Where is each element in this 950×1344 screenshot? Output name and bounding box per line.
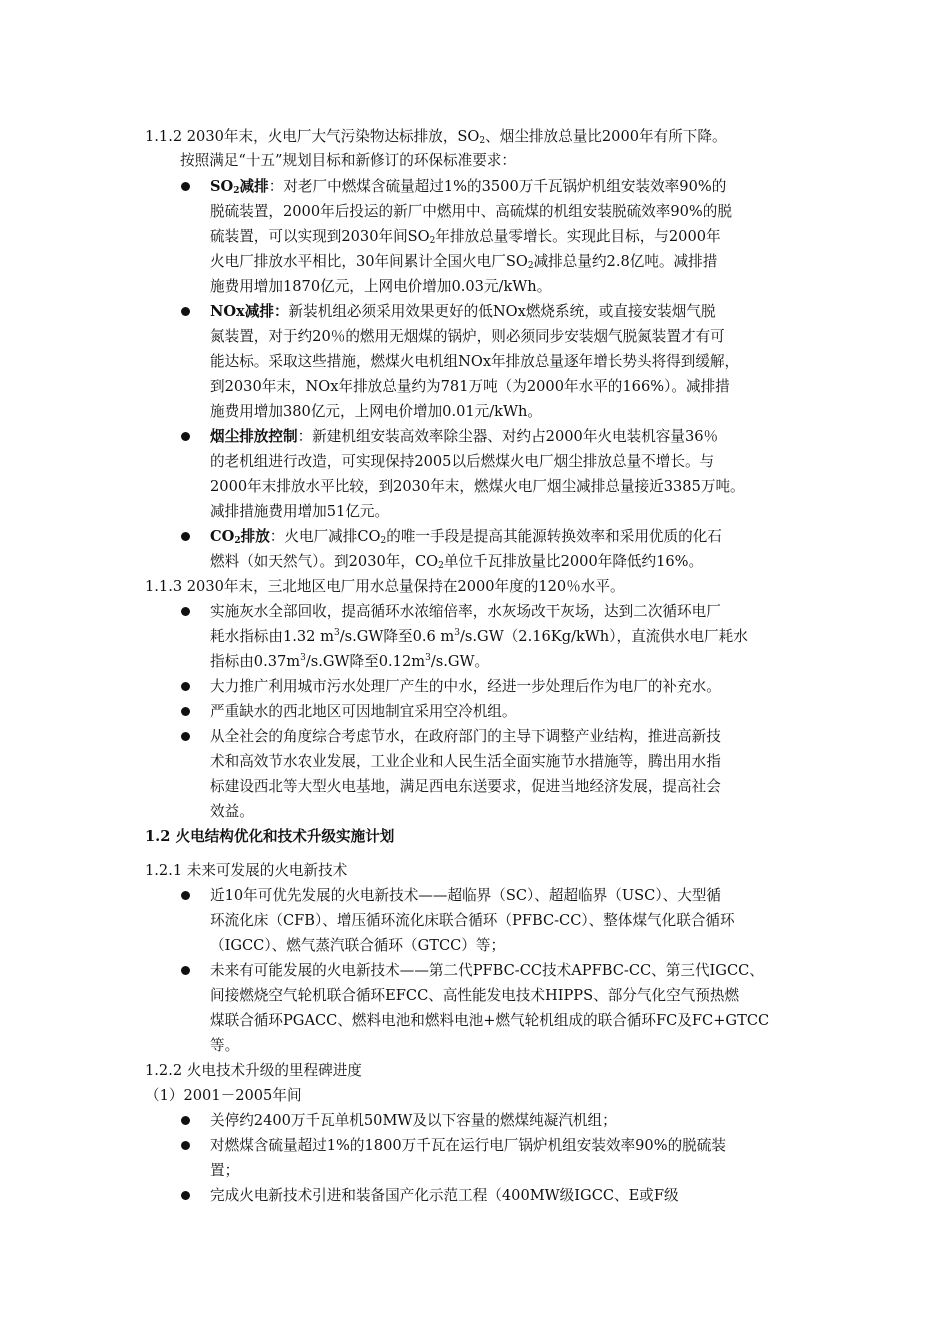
milestone-paragraph-line: 完成火电新技术引进和装备国产化示范工程（400MW级IGCC、E或F级 (210, 1187, 679, 1204)
section-1-2-heading: 1.2 火电结构优化和技术升级实施计划 (145, 828, 395, 845)
bullet-icon (181, 707, 190, 716)
bullet-icon (181, 1141, 190, 1150)
nox-paragraph-line: 能达标。采取这些措施，燃煤火电机组NOx年排放总量逐年增长势头将得到缓解， (210, 353, 740, 370)
tech-paragraph-line: 等。 (210, 1037, 240, 1054)
water-paragraph-line: 大力推广利用城市污水处理厂产生的中水，经进一步处理后作为电厂的补充水。 (210, 678, 721, 695)
tech-paragraph-line: 间接燃烧空气轮机联合循环EFCC、高性能发电技术HIPPS、部分气化空气预热燃 (210, 987, 740, 1004)
tech-paragraph-line: 未来有可能发展的火电新技术——第二代PFBC-CC技术APFBC-CC、第三代IGCC、 (210, 962, 764, 979)
tech-paragraph-line: （IGCC）、燃气蒸汽联合循环（GTCC）等； (210, 937, 506, 954)
dust-paragraph-line: 的老机组进行改造，可实现保持2005以后燃煤火电厂烟尘排放总量不增长。与 (210, 453, 715, 470)
milestone-paragraph-line: 置； (210, 1162, 240, 1179)
tech-paragraph-line: 煤联合循环PGACC、燃料电池和燃料电池+燃气轮机组成的联合循环FC及FC+GTCC (210, 1012, 770, 1029)
water-paragraph-line: 效益。 (210, 803, 254, 820)
co2-paragraph-line: $CO_2$排放：火电厂减排$CO_2$的唯一手段是提高其能源转换效率和采用优质的化石 (210, 528, 722, 546)
water-paragraph-line: 指标由$0.37m^3/s.GW$降至$0.12m^3/s.GW$。 (210, 653, 490, 670)
so2-paragraph-line: 硫装置，可以实现到2030年间$SO_2$年排放总量零增长。实现此目标，与2000年 (210, 228, 721, 246)
so2-paragraph-line: $SO_2$减排：对老厂中燃煤含硫量超过1%的3500万千瓦锅炉机组安装效率90%的 (210, 178, 727, 196)
bullet-icon (181, 307, 190, 316)
period-label: （1）2001－2005年间 (145, 1087, 302, 1104)
section-1-2-1-heading: 1.2.1 未来可发展的火电新技术 (145, 862, 348, 879)
section-1-2-2-heading: 1.2.2 火电技术升级的里程碑进度 (145, 1062, 362, 1079)
section-intro: 按照满足“十五”规划目标和新修订的环保标准要求： (180, 152, 516, 169)
co2-paragraph-line: 燃料（如天然气）。到2030年，$CO_2$单位千瓦排放量比2000年降低约16%。 (210, 553, 704, 571)
nox-paragraph-line: 施费用增加380亿元，上网电价增加0.01元/kWh。 (210, 403, 543, 420)
bullet-icon (181, 432, 190, 441)
dust-paragraph-line: 烟尘排放控制：新建机组安装高效率除尘器、对约占2000年火电装机容量36％ (210, 428, 719, 445)
water-paragraph-line: 耗水指标由1.32 $m^3/s.GW$降至0.6 $m^3/s.GW(2.16Kg/kWh)$，直流供水电厂耗水 (210, 628, 748, 645)
tech-paragraph-line: 近10年可优先发展的火电新技术——超临界（SC）、超超临界（USC）、大型循 (210, 887, 722, 904)
nox-paragraph-line: NOx减排：新装机组必须采用效果更好的低NOx燃烧系统，或直接安装烟气脱 (210, 303, 716, 320)
tech-paragraph-line: 环流化床（CFB）、增压循环流化床联合循环（PFBC-CC）、整体煤气化联合循环 (210, 912, 735, 929)
milestone-paragraph-line: 关停约2400万千瓦单机50MW及以下容量的燃煤纯凝汽机组； (210, 1112, 617, 1129)
so2-paragraph-line: 脱硫装置，2000年后投运的新厂中燃用中、高硫煤的机组安装脱硫效率90%的脱 (210, 203, 732, 220)
water-paragraph-line: 严重缺水的西北地区可因地制宜采用空冷机组。 (210, 703, 517, 720)
bullet-icon (181, 1116, 190, 1125)
nox-paragraph-line: 氮装置，对于约20％的燃用无烟煤的锅炉，则必须同步安装烟气脱氮装置才有可 (210, 328, 725, 345)
water-paragraph-line: 从全社会的角度综合考虑节水，在政府部门的主导下调整产业结构，推进高新技 (210, 728, 721, 745)
nox-paragraph-line: 到2030年末，NOx年排放总量约为781万吨（为2000年水平的166%）。减排措 (210, 378, 730, 395)
milestone-paragraph-line: 对燃煤含硫量超过1%的1800万千瓦在运行电厂锅炉机组安装效率90%的脱硫装 (210, 1137, 726, 1154)
bullet-icon (181, 732, 190, 741)
bullet-icon (181, 682, 190, 691)
dust-paragraph-line: 减排措施费用增加51亿元。 (210, 503, 390, 520)
bullet-icon (181, 1191, 190, 1200)
bullet-icon (181, 607, 190, 616)
bullet-icon (181, 891, 190, 900)
bullet-icon (181, 532, 190, 541)
water-paragraph-line: 标建设西北等大型火电基地，满足西电东送要求，促进当地经济发展，提高社会 (210, 778, 721, 795)
water-paragraph-line: 实施灰水全部回收，提高循环水浓缩倍率，水灰场改干灰场，达到二次循环电厂 (210, 603, 721, 620)
section-1-1-2-heading: 1.1.2 2030年末，火电厂大气污染物达标排放，$SO_2$、烟尘排放总量比2000年有所下降。 (145, 128, 727, 146)
so2-paragraph-line: 火电厂排放水平相比，30年间累计全国火电厂$SO_2$减排总量约2.8亿吨。减排措 (210, 253, 718, 271)
dust-paragraph-line: 2000年末排放水平比较，到2030年末，燃煤火电厂烟尘减排总量接近3385万吨。 (210, 478, 745, 495)
bullet-icon (181, 182, 190, 191)
water-paragraph-line: 术和高效节水农业发展，工业企业和人民生活全面实施节水措施等，腾出用水指 (210, 753, 721, 770)
section-1-1-3-heading: 1.1.3 2030年末，三北地区电厂用水总量保持在2000年度的120％水平。 (145, 578, 625, 595)
bullet-icon (181, 966, 190, 975)
so2-paragraph-line: 施费用增加1870亿元，上网电价增加0.03元/kWh。 (210, 278, 552, 295)
